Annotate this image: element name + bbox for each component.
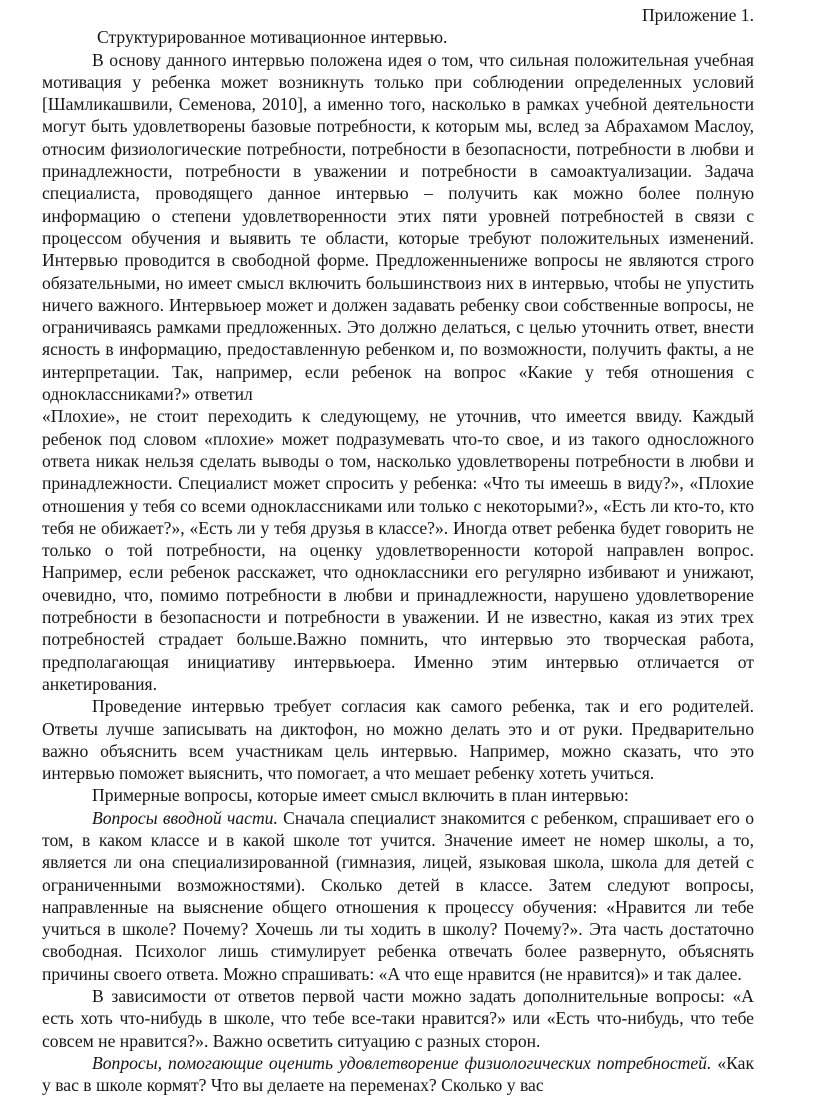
appendix-label: Приложение 1. xyxy=(641,5,754,25)
paragraph-intro-questions xyxy=(42,807,754,985)
paragraph-questions-intro: Примерные вопросы, которые имеет смысл включить в план интервью: xyxy=(92,785,629,806)
paragraph-additional-questions: В зависимости от ответов первой части можно задать дополнительные вопросы: «А есть хоть что-нибудь в школе, что тебе все-таки нравится?» или «Есть что-нибудь, что тебе совсем не нравится?». Важно осветить ситуацию с разных сторон. xyxy=(42,986,754,1051)
intro-questions-text: Сначала специалист знакомится с ребенком, спрашивает его о том, в каком классе и в какой школе тот учится. Значение имеет не номер школы, а то, является ли она специализированной (гимназия, лицей, языковая школа, школа для детей с ограниченными возможностями). Сколько детей в классе. Затем следуют вопросы, направленные на выяснение общего отношения к процессу обучения: «Нравится ли тебе учиться в школе? Почему? Хочешь ли ты ходить в школу? Почему?». Эта часть достаточно свободная. Психолог лишь стимулирует ребенка отвечать более развернуто, объяснять причины своего ответа. Можно спрашивать: «А что еще нравится (не нравится)» и так далее. xyxy=(42,807,754,984)
document-page xyxy=(42,4,754,1097)
paragraph-intro: В основу данного интервью положена идея о том, что сильная положительная учебная мотивация у ребенка может возникнуть только при соблюдении определенных условий [Шамликашвили, Семенова, 2010], а именно того, насколько в рамках учебной деятельности могут быть удовлетворены базовые потребности, к которым мы, вслед за Абрахамом Маслоу, относим физиологические потребности, потребности в безопасности, потребности в любви и принадлежности, потребности в уважении и потребности в самоактуализации. Задача специалиста, проводящего данное интервью – получить как можно более полную информацию о степени удовлетворенности этих пяти уровней потребностей в связи с процессом обучения и выявить те области, которые требуют положительных изменений. Интервью проводится в свободной форме. Предложенныениже вопросы не являются строго обязательными, но имеет смысл включить большинствоиз них в интервью, чтобы не упустить ничего важного. Интервьюер может и должен задавать ребенку свои собственные вопросы, не ограничиваясь рамками предложенных. Это должно делаться, с целью уточнить ответ, внести ясность в информацию, предоставленную ребенком и, по возможности, получить факты, а не интерпретации. Так, например, если ребенок на вопрос «Какие у тебя отношения с одноклассниками?» ответил xyxy=(42,49,754,405)
section-heading-physiological: Вопросы, помогающие оценить удовлетворение физиологических потребностей. xyxy=(92,1052,712,1073)
physiological-questions-text: «Как у вас в школе кормят? Что вы делаете на переменах? Сколько у вас xyxy=(42,1052,754,1096)
paragraph-example: «Плохие», не стоит переходить к следующему, не уточнив, что имеется ввиду. Каждый ребенок под словом «плохие» может подразумевать что-то свое, и из такого односложного ответа никак нельзя сделать выводы о том, насколько удовлетворены потребности в любви и принадлежности. Специалист может спросить у ребенка: «Что ты имеешь в виду?», «Плохие отношения у тебя со всеми одноклассниками или только с некоторыми?», «Есть ли кто-то, кто тебя не обижает?», «Есть ли у тебя друзья в классе?». Иногда ответ ребенка будет говорить не только о той потребности, на оценку удовлетворенности которой направлен вопрос. Например, если ребенок расскажет, что одноклассники его регулярно избивают и унижают, очевидно, что, помимо потребности в любви и принадлежности, нарушено удовлетворение потребности в безопасности и потребности в уважении. И не известно, какая из этих трех потребностей страдает больше.Важно помнить, что интервью это творческая работа, предполагающая инициативу интервьюера. Именно этим интервью отличается от анкетирования. xyxy=(42,406,754,694)
paragraph-physiological-questions xyxy=(42,1052,754,1097)
paragraph-consent: Проведение интервью требует согласия как самого ребенка, так и его родителей. Ответы лучше записывать на диктофон, но можно делать это и от руки. Предварительно важно объяснить всем участникам цель интервью. Например, можно сказать, что это интервью поможет выяснить, что помогает, а что мешает ребенку хотеть учиться. xyxy=(42,696,754,784)
section-heading-intro-questions: Вопросы вводной части. xyxy=(92,807,278,828)
document-title: Структурированное мотивационное интервью. xyxy=(97,27,448,48)
